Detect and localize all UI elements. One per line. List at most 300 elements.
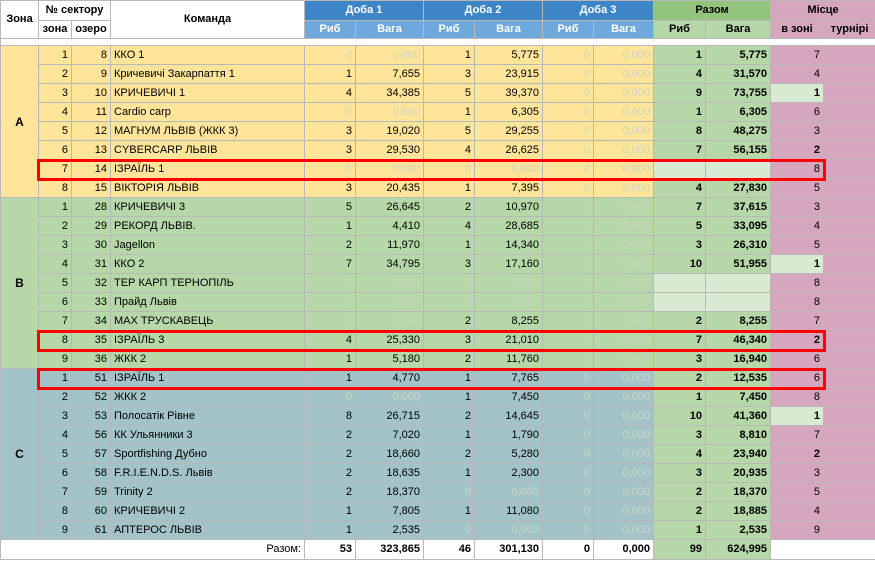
total-weight-cell[interactable]: 26,310 <box>706 236 771 255</box>
header-day1[interactable]: Доба 1 <box>305 1 424 21</box>
day2-weight-cell[interactable]: 7,765 <box>475 369 543 388</box>
day3-fish-cell[interactable]: 0 <box>543 521 594 540</box>
day2-weight-cell[interactable]: 21,010 <box>475 331 543 350</box>
day2-fish-cell[interactable]: 0 <box>424 293 475 312</box>
day1-weight-cell[interactable]: 26,645 <box>356 198 424 217</box>
total-weight-cell[interactable]: 16,940 <box>706 350 771 369</box>
day3-weight-cell[interactable]: 0,000 <box>594 141 654 160</box>
day1-weight-cell[interactable]: 20,435 <box>356 179 424 198</box>
sector-zone-cell[interactable]: 7 <box>39 312 72 331</box>
place-tournament-cell[interactable] <box>824 122 875 141</box>
day2-fish-cell[interactable]: 2 <box>424 312 475 331</box>
place-zone-cell[interactable]: 7 <box>771 312 824 331</box>
day2-fish-cell[interactable]: 1 <box>424 46 475 65</box>
day2-fish-cell[interactable]: 1 <box>424 426 475 445</box>
total-weight-cell[interactable]: 18,885 <box>706 502 771 521</box>
day3-weight-cell[interactable]: 0,000 <box>594 426 654 445</box>
sector-zone-cell[interactable]: 8 <box>39 502 72 521</box>
total-weight-cell[interactable]: 31,570 <box>706 65 771 84</box>
day3-fish-cell[interactable]: 0 <box>543 141 594 160</box>
place-zone-cell[interactable]: 5 <box>771 179 824 198</box>
total-fish-cell[interactable]: 0 <box>654 160 706 179</box>
place-zone-cell[interactable]: 4 <box>771 65 824 84</box>
place-tournament-cell[interactable] <box>824 198 875 217</box>
day2-weight-cell[interactable]: 8,255 <box>475 312 543 331</box>
day1-fish-cell[interactable]: 1 <box>305 217 356 236</box>
header-day2[interactable]: Доба 2 <box>424 1 543 21</box>
day1-fish-cell[interactable]: 2 <box>305 445 356 464</box>
day2-fish-cell[interactable]: 3 <box>424 255 475 274</box>
sector-lake-cell[interactable]: 57 <box>72 445 111 464</box>
place-tournament-cell[interactable] <box>824 274 875 293</box>
team-cell[interactable]: ВІКТОРІЯ ЛЬВІВ <box>111 179 305 198</box>
day3-weight-cell[interactable]: 0,000 <box>594 179 654 198</box>
sector-zone-cell[interactable]: 7 <box>39 160 72 179</box>
day3-weight-cell[interactable]: 0,000 <box>594 160 654 179</box>
day1-weight-cell[interactable]: 0,000 <box>356 388 424 407</box>
day1-fish-cell[interactable]: 0 <box>305 46 356 65</box>
total-weight-cell[interactable]: 5,775 <box>706 46 771 65</box>
day1-weight-cell[interactable]: 0,000 <box>356 46 424 65</box>
team-cell[interactable]: ЖКК 2 <box>111 350 305 369</box>
total-w1-cell[interactable]: 323,865 <box>356 540 424 560</box>
header-day1-fish[interactable]: Риб <box>305 21 356 39</box>
sector-zone-cell[interactable]: 3 <box>39 236 72 255</box>
day2-weight-cell[interactable]: 11,760 <box>475 350 543 369</box>
total-fish-cell[interactable]: 7 <box>654 198 706 217</box>
sector-lake-cell[interactable]: 10 <box>72 84 111 103</box>
day2-fish-cell[interactable]: 0 <box>424 160 475 179</box>
sector-lake-cell[interactable]: 33 <box>72 293 111 312</box>
sector-lake-cell[interactable]: 36 <box>72 350 111 369</box>
place-zone-cell[interactable]: 8 <box>771 293 824 312</box>
total-weight-cell[interactable]: 0,000 <box>706 293 771 312</box>
day3-fish-cell[interactable]: 0 <box>543 46 594 65</box>
day2-fish-cell[interactable]: 1 <box>424 369 475 388</box>
total-fish-cell[interactable]: 9 <box>654 84 706 103</box>
team-cell[interactable]: РЕКОРД ЛЬВІВ. <box>111 217 305 236</box>
day3-fish-cell[interactable]: 0 <box>543 274 594 293</box>
day3-weight-cell[interactable]: 0,000 <box>594 350 654 369</box>
day3-weight-cell[interactable]: 0,000 <box>594 445 654 464</box>
total-weight-cell[interactable]: 2,535 <box>706 521 771 540</box>
day3-fish-cell[interactable]: 0 <box>543 103 594 122</box>
day2-weight-cell[interactable]: 11,080 <box>475 502 543 521</box>
sector-lake-cell[interactable]: 13 <box>72 141 111 160</box>
header-day3-fish[interactable]: Риб <box>543 21 594 39</box>
sector-zone-cell[interactable]: 7 <box>39 483 72 502</box>
header-day1-weight[interactable]: Вага <box>356 21 424 39</box>
team-cell[interactable]: АПТЕРОС ЛЬВІВ <box>111 521 305 540</box>
day3-weight-cell[interactable]: 0,000 <box>594 274 654 293</box>
day3-weight-cell[interactable]: 0,000 <box>594 103 654 122</box>
day1-weight-cell[interactable]: 11,970 <box>356 236 424 255</box>
sector-zone-cell[interactable]: 6 <box>39 464 72 483</box>
day1-weight-cell[interactable]: 18,635 <box>356 464 424 483</box>
sector-zone-cell[interactable]: 4 <box>39 103 72 122</box>
place-zone-cell[interactable]: 3 <box>771 198 824 217</box>
team-cell[interactable]: ІЗРАЇЛЬ 1 <box>111 160 305 179</box>
place-zone-cell[interactable]: 7 <box>771 426 824 445</box>
day2-weight-cell[interactable]: 0,000 <box>475 274 543 293</box>
day1-fish-cell[interactable]: 3 <box>305 141 356 160</box>
total-fish-cell[interactable]: 4 <box>654 65 706 84</box>
total-fish-cell[interactable]: 7 <box>654 141 706 160</box>
day1-weight-cell[interactable]: 7,805 <box>356 502 424 521</box>
sector-zone-cell[interactable]: 2 <box>39 217 72 236</box>
sector-lake-cell[interactable]: 28 <box>72 198 111 217</box>
day2-weight-cell[interactable]: 23,915 <box>475 65 543 84</box>
total-weight-cell[interactable]: 48,275 <box>706 122 771 141</box>
place-zone-cell[interactable]: 1 <box>771 255 824 274</box>
sector-zone-cell[interactable]: 8 <box>39 179 72 198</box>
day3-weight-cell[interactable]: 0,000 <box>594 312 654 331</box>
day2-fish-cell[interactable]: 1 <box>424 236 475 255</box>
sector-zone-cell[interactable]: 6 <box>39 141 72 160</box>
total-weight-cell[interactable]: 0,000 <box>706 274 771 293</box>
day1-weight-cell[interactable]: 4,410 <box>356 217 424 236</box>
day1-fish-cell[interactable]: 4 <box>305 84 356 103</box>
day1-weight-cell[interactable]: 19,020 <box>356 122 424 141</box>
total-weight-cell[interactable]: 73,755 <box>706 84 771 103</box>
place-tournament-cell[interactable] <box>824 312 875 331</box>
day1-weight-cell[interactable]: 0,000 <box>356 293 424 312</box>
total-fish-cell[interactable]: 0 <box>654 293 706 312</box>
day2-fish-cell[interactable]: 3 <box>424 65 475 84</box>
day3-fish-cell[interactable]: 0 <box>543 426 594 445</box>
sector-lake-cell[interactable]: 8 <box>72 46 111 65</box>
total-fish-cell[interactable]: 3 <box>654 350 706 369</box>
day3-weight-cell[interactable]: 0,000 <box>594 236 654 255</box>
team-cell[interactable]: Trinity 2 <box>111 483 305 502</box>
sector-zone-cell[interactable]: 4 <box>39 426 72 445</box>
total-weight-cell[interactable]: 56,155 <box>706 141 771 160</box>
day2-fish-cell[interactable]: 2 <box>424 350 475 369</box>
day1-fish-cell[interactable]: 0 <box>305 160 356 179</box>
total-w2-cell[interactable]: 301,130 <box>475 540 543 560</box>
day1-fish-cell[interactable]: 2 <box>305 464 356 483</box>
total-weight-cell[interactable]: 8,810 <box>706 426 771 445</box>
day1-weight-cell[interactable]: 34,795 <box>356 255 424 274</box>
team-cell[interactable]: ІЗРАЇЛЬ 1 <box>111 369 305 388</box>
day1-fish-cell[interactable]: 3 <box>305 122 356 141</box>
day1-weight-cell[interactable]: 5,180 <box>356 350 424 369</box>
day2-fish-cell[interactable]: 0 <box>424 521 475 540</box>
day1-fish-cell[interactable]: 0 <box>305 103 356 122</box>
sector-zone-cell[interactable]: 1 <box>39 46 72 65</box>
total-fish-cell[interactable]: 2 <box>654 312 706 331</box>
day2-fish-cell[interactable]: 0 <box>424 274 475 293</box>
header-place[interactable]: Місце <box>771 1 875 21</box>
place-zone-cell[interactable]: 2 <box>771 445 824 464</box>
day3-fish-cell[interactable]: 0 <box>543 388 594 407</box>
team-cell[interactable]: MAX ТРУСКАВЕЦЬ <box>111 312 305 331</box>
header-place-tournament[interactable]: турнірі <box>824 21 875 39</box>
day1-fish-cell[interactable]: 0 <box>305 274 356 293</box>
day2-fish-cell[interactable]: 3 <box>424 331 475 350</box>
day1-weight-cell[interactable]: 7,020 <box>356 426 424 445</box>
day3-weight-cell[interactable]: 0,000 <box>594 407 654 426</box>
sector-lake-cell[interactable]: 58 <box>72 464 111 483</box>
day3-weight-cell[interactable]: 0,000 <box>594 388 654 407</box>
header-total-weight[interactable]: Вага <box>706 21 771 39</box>
total-weight-cell[interactable]: 23,940 <box>706 445 771 464</box>
total-f1-cell[interactable]: 53 <box>305 540 356 560</box>
place-tournament-cell[interactable] <box>824 84 875 103</box>
total-fish-cell[interactable]: 3 <box>654 464 706 483</box>
day3-weight-cell[interactable]: 0,000 <box>594 521 654 540</box>
total-fish-cell[interactable]: 1 <box>654 388 706 407</box>
day3-fish-cell[interactable]: 0 <box>543 331 594 350</box>
place-zone-cell[interactable]: 4 <box>771 217 824 236</box>
place-zone-cell[interactable]: 5 <box>771 236 824 255</box>
team-cell[interactable]: Cardio carp <box>111 103 305 122</box>
sector-zone-cell[interactable]: 2 <box>39 65 72 84</box>
total-fish-cell[interactable]: 8 <box>654 122 706 141</box>
place-zone-cell[interactable]: 8 <box>771 160 824 179</box>
place-zone-cell[interactable]: 6 <box>771 103 824 122</box>
team-cell[interactable]: Jagellon <box>111 236 305 255</box>
day3-weight-cell[interactable]: 0,000 <box>594 331 654 350</box>
day1-fish-cell[interactable]: 8 <box>305 407 356 426</box>
place-zone-cell[interactable]: 3 <box>771 464 824 483</box>
total-w3-cell[interactable]: 0,000 <box>594 540 654 560</box>
day3-fish-cell[interactable]: 0 <box>543 407 594 426</box>
total-weight-cell[interactable]: 12,535 <box>706 369 771 388</box>
day1-weight-cell[interactable]: 0,000 <box>356 274 424 293</box>
place-tournament-cell[interactable] <box>824 388 875 407</box>
day2-weight-cell[interactable]: 14,340 <box>475 236 543 255</box>
day3-weight-cell[interactable]: 0,000 <box>594 255 654 274</box>
total-weight-cell[interactable]: 41,360 <box>706 407 771 426</box>
day3-fish-cell[interactable]: 0 <box>543 255 594 274</box>
sector-lake-cell[interactable]: 31 <box>72 255 111 274</box>
sector-zone-cell[interactable]: 8 <box>39 331 72 350</box>
place-zone-cell[interactable]: 6 <box>771 350 824 369</box>
total-fish-cell[interactable]: 1 <box>654 46 706 65</box>
day3-weight-cell[interactable]: 0,000 <box>594 502 654 521</box>
total-weight-cell[interactable]: 51,955 <box>706 255 771 274</box>
sector-lake-cell[interactable]: 32 <box>72 274 111 293</box>
total-fish-cell[interactable]: 1 <box>654 521 706 540</box>
day2-fish-cell[interactable]: 1 <box>424 388 475 407</box>
day1-weight-cell[interactable]: 0,000 <box>356 160 424 179</box>
team-cell[interactable]: ККО 1 <box>111 46 305 65</box>
day1-fish-cell[interactable]: 1 <box>305 521 356 540</box>
day2-fish-cell[interactable]: 1 <box>424 464 475 483</box>
total-ft-cell[interactable]: 99 <box>654 540 706 560</box>
team-cell[interactable]: ІЗРАЇЛЬ 3 <box>111 331 305 350</box>
total-f2-cell[interactable]: 46 <box>424 540 475 560</box>
day2-fish-cell[interactable]: 1 <box>424 502 475 521</box>
place-tournament-cell[interactable] <box>824 426 875 445</box>
total-f3-cell[interactable]: 0 <box>543 540 594 560</box>
sector-zone-cell[interactable]: 4 <box>39 255 72 274</box>
place-tournament-cell[interactable] <box>824 407 875 426</box>
total-fish-cell[interactable]: 10 <box>654 255 706 274</box>
sector-zone-cell[interactable]: 2 <box>39 388 72 407</box>
day1-weight-cell[interactable]: 18,660 <box>356 445 424 464</box>
sector-zone-cell[interactable]: 1 <box>39 198 72 217</box>
day1-fish-cell[interactable]: 1 <box>305 350 356 369</box>
day1-weight-cell[interactable]: 7,655 <box>356 65 424 84</box>
day3-weight-cell[interactable]: 0,000 <box>594 122 654 141</box>
day1-weight-cell[interactable]: 26,715 <box>356 407 424 426</box>
header-total-fish[interactable]: Риб <box>654 21 706 39</box>
total-wt-cell[interactable]: 624,995 <box>706 540 771 560</box>
day2-fish-cell[interactable]: 2 <box>424 198 475 217</box>
header-day3[interactable]: Доба 3 <box>543 1 654 21</box>
day3-fish-cell[interactable]: 0 <box>543 464 594 483</box>
day2-weight-cell[interactable]: 0,000 <box>475 160 543 179</box>
sector-lake-cell[interactable]: 15 <box>72 179 111 198</box>
day2-weight-cell[interactable]: 5,775 <box>475 46 543 65</box>
day3-fish-cell[interactable]: 0 <box>543 502 594 521</box>
day1-weight-cell[interactable]: 0,000 <box>356 103 424 122</box>
day1-fish-cell[interactable]: 1 <box>305 369 356 388</box>
header-sector-zone[interactable]: зона <box>39 21 72 39</box>
sector-zone-cell[interactable]: 3 <box>39 407 72 426</box>
total-fish-cell[interactable]: 4 <box>654 445 706 464</box>
header-day2-weight[interactable]: Вага <box>475 21 543 39</box>
header-day3-weight[interactable]: Вага <box>594 21 654 39</box>
day1-weight-cell[interactable]: 18,370 <box>356 483 424 502</box>
place-tournament-cell[interactable] <box>824 445 875 464</box>
sector-lake-cell[interactable]: 11 <box>72 103 111 122</box>
place-tournament-cell[interactable] <box>824 255 875 274</box>
day1-weight-cell[interactable]: 0,000 <box>356 312 424 331</box>
day2-weight-cell[interactable]: 29,255 <box>475 122 543 141</box>
day1-weight-cell[interactable]: 2,535 <box>356 521 424 540</box>
total-fish-cell[interactable]: 7 <box>654 331 706 350</box>
day3-weight-cell[interactable]: 0,000 <box>594 483 654 502</box>
day2-fish-cell[interactable]: 4 <box>424 141 475 160</box>
place-tournament-cell[interactable] <box>824 236 875 255</box>
day1-weight-cell[interactable]: 4,770 <box>356 369 424 388</box>
place-zone-cell[interactable]: 5 <box>771 483 824 502</box>
day2-weight-cell[interactable]: 14,645 <box>475 407 543 426</box>
day3-fish-cell[interactable]: 0 <box>543 217 594 236</box>
total-weight-cell[interactable]: 0,000 <box>706 160 771 179</box>
day3-fish-cell[interactable]: 0 <box>543 198 594 217</box>
day2-weight-cell[interactable]: 7,450 <box>475 388 543 407</box>
total-weight-cell[interactable]: 46,340 <box>706 331 771 350</box>
day1-fish-cell[interactable]: 2 <box>305 236 356 255</box>
day2-fish-cell[interactable]: 5 <box>424 122 475 141</box>
sector-lake-cell[interactable]: 59 <box>72 483 111 502</box>
team-cell[interactable]: ККО 2 <box>111 255 305 274</box>
day3-weight-cell[interactable]: 0,000 <box>594 217 654 236</box>
total-fish-cell[interactable]: 3 <box>654 426 706 445</box>
place-zone-cell[interactable]: 2 <box>771 331 824 350</box>
header-day2-fish[interactable]: Риб <box>424 21 475 39</box>
day1-fish-cell[interactable]: 2 <box>305 483 356 502</box>
sector-zone-cell[interactable]: 5 <box>39 274 72 293</box>
day3-fish-cell[interactable]: 0 <box>543 122 594 141</box>
team-cell[interactable]: Кричевичі Закарпаття 1 <box>111 65 305 84</box>
day2-fish-cell[interactable]: 0 <box>424 483 475 502</box>
day2-fish-cell[interactable]: 2 <box>424 407 475 426</box>
place-zone-cell[interactable]: 7 <box>771 46 824 65</box>
day3-fish-cell[interactable]: 0 <box>543 84 594 103</box>
place-zone-cell[interactable]: 4 <box>771 502 824 521</box>
place-zone-cell[interactable]: 8 <box>771 388 824 407</box>
header-zone[interactable]: Зона <box>1 1 39 39</box>
day3-weight-cell[interactable]: 0,000 <box>594 84 654 103</box>
zone-label-c[interactable]: C <box>1 369 39 540</box>
day3-fish-cell[interactable]: 0 <box>543 293 594 312</box>
total-fish-cell[interactable]: 4 <box>654 179 706 198</box>
day2-fish-cell[interactable]: 2 <box>424 445 475 464</box>
sector-lake-cell[interactable]: 60 <box>72 502 111 521</box>
day1-weight-cell[interactable]: 25,330 <box>356 331 424 350</box>
day3-fish-cell[interactable]: 0 <box>543 179 594 198</box>
place-zone-cell[interactable]: 6 <box>771 369 824 388</box>
total-weight-cell[interactable]: 27,830 <box>706 179 771 198</box>
day2-weight-cell[interactable]: 6,305 <box>475 103 543 122</box>
place-tournament-cell[interactable] <box>824 179 875 198</box>
day1-weight-cell[interactable]: 34,385 <box>356 84 424 103</box>
sector-zone-cell[interactable]: 6 <box>39 293 72 312</box>
day1-fish-cell[interactable]: 1 <box>305 65 356 84</box>
day3-weight-cell[interactable]: 0,000 <box>594 65 654 84</box>
day3-weight-cell[interactable]: 0,000 <box>594 293 654 312</box>
place-zone-cell[interactable]: 9 <box>771 521 824 540</box>
team-cell[interactable]: F.R.I.E.N.D.S. Львів <box>111 464 305 483</box>
sector-lake-cell[interactable]: 53 <box>72 407 111 426</box>
day2-weight-cell[interactable]: 5,280 <box>475 445 543 464</box>
total-weight-cell[interactable]: 33,095 <box>706 217 771 236</box>
total-fish-cell[interactable]: 2 <box>654 502 706 521</box>
total-fish-cell[interactable]: 0 <box>654 274 706 293</box>
place-tournament-cell[interactable] <box>824 141 875 160</box>
header-place-zone[interactable]: в зоні <box>771 21 824 39</box>
total-weight-cell[interactable]: 6,305 <box>706 103 771 122</box>
sector-zone-cell[interactable]: 5 <box>39 445 72 464</box>
team-cell[interactable]: Sportfishing Дубно <box>111 445 305 464</box>
sector-lake-cell[interactable]: 35 <box>72 331 111 350</box>
place-zone-cell[interactable]: 1 <box>771 84 824 103</box>
day2-fish-cell[interactable]: 1 <box>424 103 475 122</box>
place-tournament-cell[interactable] <box>824 65 875 84</box>
place-tournament-cell[interactable] <box>824 369 875 388</box>
day3-fish-cell[interactable]: 0 <box>543 160 594 179</box>
total-fish-cell[interactable]: 2 <box>654 483 706 502</box>
sector-lake-cell[interactable]: 12 <box>72 122 111 141</box>
day1-fish-cell[interactable]: 4 <box>305 331 356 350</box>
place-tournament-cell[interactable] <box>824 483 875 502</box>
day2-weight-cell[interactable]: 10,970 <box>475 198 543 217</box>
sector-lake-cell[interactable]: 52 <box>72 388 111 407</box>
total-weight-cell[interactable]: 37,615 <box>706 198 771 217</box>
sector-lake-cell[interactable]: 61 <box>72 521 111 540</box>
header-team[interactable]: Команда <box>111 1 305 39</box>
header-sector[interactable]: № сектору <box>39 1 111 21</box>
sector-zone-cell[interactable]: 3 <box>39 84 72 103</box>
day3-fish-cell[interactable]: 0 <box>543 483 594 502</box>
day2-weight-cell[interactable]: 39,370 <box>475 84 543 103</box>
place-zone-cell[interactable]: 8 <box>771 274 824 293</box>
day1-fish-cell[interactable]: 3 <box>305 179 356 198</box>
total-fish-cell[interactable]: 2 <box>654 369 706 388</box>
day2-weight-cell[interactable]: 0,000 <box>475 293 543 312</box>
place-tournament-cell[interactable] <box>824 521 875 540</box>
place-tournament-cell[interactable] <box>824 217 875 236</box>
team-cell[interactable]: КРИЧЕВИЧІ 1 <box>111 84 305 103</box>
team-cell[interactable]: КРИЧЕВИЧІ 2 <box>111 502 305 521</box>
sector-zone-cell[interactable]: 1 <box>39 369 72 388</box>
team-cell[interactable]: КК Ульянники 3 <box>111 426 305 445</box>
